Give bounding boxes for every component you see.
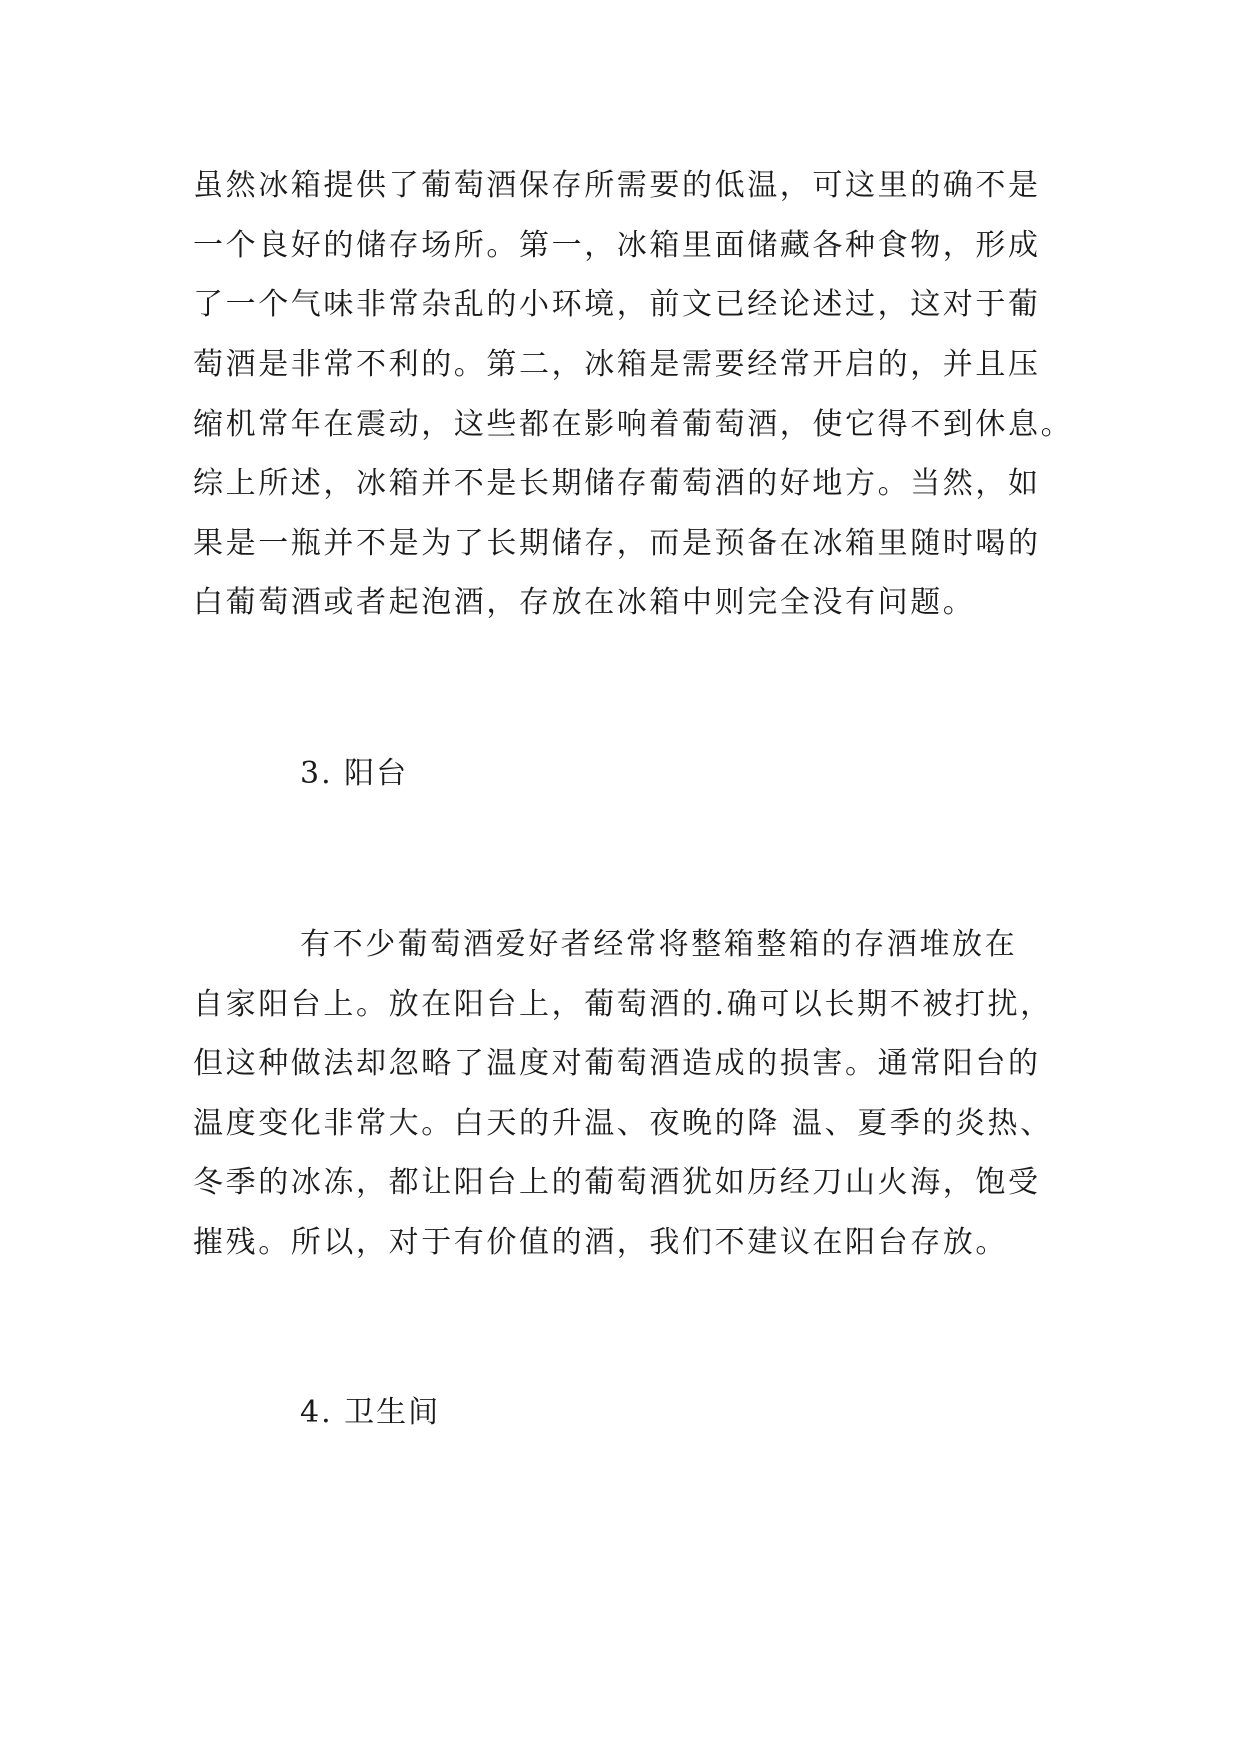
paragraph-line: 有不少葡萄酒爱好者经常将整箱整箱的存酒堆放在 [300,927,1018,962]
paragraph-line: 但这种做法却忽略了温度对葡萄酒造成的损害。通常阳台的 [193,1046,1041,1081]
section-heading-bathroom: 4. 卫生间 [300,1395,441,1430]
section-heading-balcony: 3. 阳台 [300,756,409,791]
paragraph-line: 果是一瓶并不是为了长期储存，而是预备在冰箱里随时喝的 [193,526,1041,561]
paragraph-line: 冬季的冰冻，都让阳台上的葡萄酒犹如历经刀山火海，饱受 [193,1165,1041,1200]
paragraph-line: 温度变化非常大。白天的升温、夜晚的降 温、夏季的炎热、 [193,1106,1053,1141]
paragraph-line: 白葡萄酒或者起泡酒，存放在冰箱中则完全没有问题。 [193,585,976,620]
paragraph-line: 缩机常年在震动，这些都在影响着葡萄酒，使它得不到休息。 [193,407,1074,442]
paragraph-line: 综上所述，冰箱并不是长期储存葡萄酒的好地方。当然，如 [193,466,1041,501]
paragraph-line: 虽然冰箱提供了葡萄酒保存所需要的低温，可这里的确不是 [193,168,1041,203]
paragraph-line: 自家阳台上。放在阳台上，葡萄酒的.确可以长期不被打扰， [193,987,1053,1022]
paragraph-line: 摧残。所以，对于有价值的酒，我们不建议在阳台存放。 [193,1225,1008,1260]
paragraph-line: 萄酒是非常不利的。第二，冰箱是需要经常开启的，并且压 [193,347,1041,382]
paragraph-line: 一个良好的储存场所。第一，冰箱里面储藏各种食物，形成 [193,228,1041,263]
paragraph-line: 了一个气味非常杂乱的小环境，前文已经论述过，这对于葡 [193,287,1041,322]
